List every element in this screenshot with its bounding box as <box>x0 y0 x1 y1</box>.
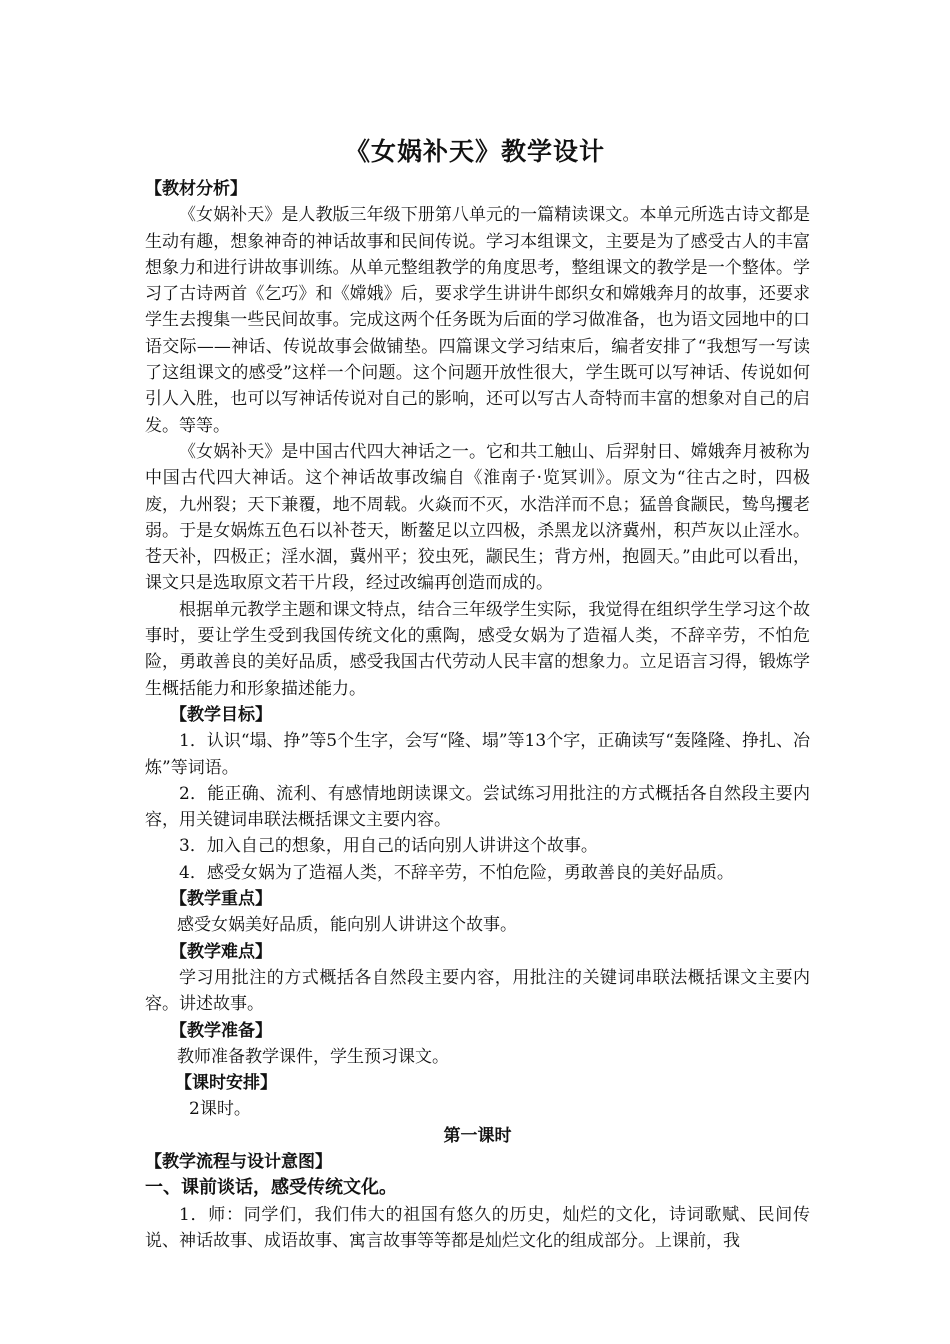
schedule-text: 2课时。 <box>189 1099 251 1120</box>
part-one-heading: 一、课前谈话，感受传统文化。 <box>145 1177 397 1199</box>
lesson-one-heading: 第一课时 <box>443 1125 512 1146</box>
analysis-paragraph-2: 《女娲补天》是中国古代四大神话之一。它和共工触山、后羿射日、嫦娥奔月被称为中国古代四大神话。这个神话故事改编自《淮南子·览冥训》。原文为“往古之时，四极废，九州裂；天下兼覆，地不周载。火焱而不灭，水浩洋而不息；猛兽食颛民，鸷鸟攫老弱。于是女娲炼五色石以补苍天，断鳌足以立四极，杀黑龙以济冀州，积芦灰以止淫水。苍天补，四极正；淫水涸，冀州平；狡虫死，颛民生；背方州，抱圆天。”由此可以看出，课文只是选取原文若干片段，经过改编再创造而成的。 <box>145 441 810 594</box>
goal-item-4: 4．感受女娲为了造福人类，不辞辛劳，不怕危险，勇敢善良的美好品质。 <box>179 862 734 883</box>
difficulty-text: 学习用批注的方式概括各自然段主要内容，用批注的关键词串联法概括课文主要内容。讲述故事。 <box>145 967 810 1015</box>
analysis-heading: 【教材分析】 <box>145 179 247 199</box>
goals-heading: 【教学目标】 <box>170 704 272 725</box>
key-points-text: 感受女娲美好品质，能向别人讲讲这个故事。 <box>177 915 517 936</box>
document-title: 《女娲补天》教学设计 <box>344 137 605 166</box>
schedule-heading: 【课时安排】 <box>175 1073 277 1094</box>
key-points-heading: 【教学重点】 <box>170 889 272 910</box>
flow-heading: 【教学流程与设计意图】 <box>145 1151 332 1172</box>
goal-item-2: 2．能正确、流利、有感情地朗读课文。尝试练习用批注的方式概括各自然段主要内容，用关键词串联法概括课文主要内容。 <box>145 783 810 831</box>
analysis-paragraph-1: 《女娲补天》是人教版三年级下册第八单元的一篇精读课文。本单元所选古诗文都是生动有趣，想象神奇的神话故事和民间传说。学习本组课文，主要是为了感受古人的丰富想象力和进行讲故事训练。从单元整组教学的角度思考，整组课文的教学是一个整体。学习了古诗两首《乞巧》和《嫦娥》后，要求学生讲讲牛郎织女和嫦娥奔月的故事，还要求学生去搜集一些民间故事。完成这两个任务既为后面的学习做准备，也为语文园地中的口语交际——神话、传说故事会做铺垫。四篇课文学习结束后，编者安排了“我想写一写读了这组课文的感受”这样一个问题。这个问题开放性很大，学生既可以写神话、传说如何引人入胜，也可以写神话传说对自己的影响，还可以写古人奇特而丰富的想象对自己的启发。等等。 <box>145 205 810 436</box>
preparation-text: 教师准备教学课件，学生预习课文。 <box>177 1046 449 1067</box>
difficulty-heading: 【教学难点】 <box>170 941 272 962</box>
analysis-paragraph-3: 根据单元教学主题和课文特点，结合三年级学生实际，我觉得在组织学生学习这个故事时，要让学生受到我国传统文化的熏陶，感受女娲为了造福人类，不辞辛劳，不怕危险，勇敢善良的美好品质，感受我国古代劳动人民丰富的想象力。立足语言习得，锻炼学生概括能力和形象描述能力。 <box>145 599 810 699</box>
goal-item-3: 3．加入自己的想象，用自己的话向别人讲讲这个故事。 <box>179 836 598 857</box>
part-one-paragraph-1: 1．师：同学们，我们伟大的祖国有悠久的历史，灿烂的文化，诗词歌赋、民间传说、神话故事、成语故事、寓言故事等等都是灿烂文化的组成部分。上课前，我 <box>145 1204 810 1251</box>
document-body <box>145 176 810 1254</box>
preparation-heading: 【教学准备】 <box>170 1020 272 1041</box>
goal-item-1: 1．认识“塌、挣”等5个生字，会写“隆、塌”等13个字，正确读写“轰隆隆、挣扎、冶炼”等词语。 <box>145 731 810 778</box>
